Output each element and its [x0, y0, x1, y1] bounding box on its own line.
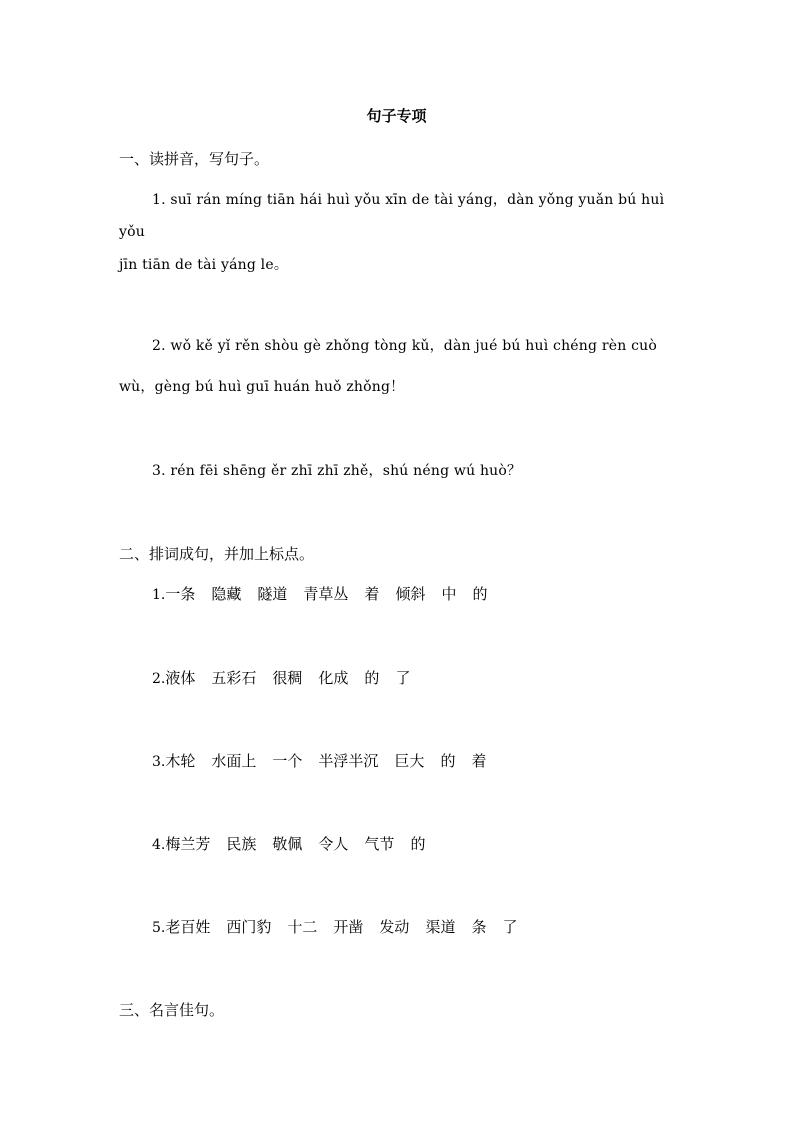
- pinyin-q2-line1: 2. wǒ kě yǐ rěn shòu gè zhǒng tòng kǔ，dàn jué bú huì chéng rèn cuò: [152, 338, 657, 354]
- word: 气节: [364, 835, 395, 853]
- word: 梅兰芳: [165, 835, 211, 853]
- item-number: 3.: [152, 754, 166, 770]
- pinyin-q1-line2: yǒu: [119, 224, 145, 240]
- word: 一条: [165, 585, 196, 603]
- word-order-item-5: [152, 917, 517, 938]
- item-number: 2.: [152, 671, 166, 687]
- word: 条: [471, 918, 487, 936]
- word: 半浮半沉: [318, 752, 379, 770]
- section-3-heading: 三、名言佳句。: [119, 1001, 225, 1019]
- word: 很稠: [272, 669, 303, 687]
- item-number: 4.: [152, 837, 166, 853]
- pinyin-q2-line2: wù，gèng bú huì guī huán huǒ zhǒng！: [119, 379, 405, 395]
- word: 木轮: [165, 752, 196, 770]
- word: 的: [472, 585, 488, 603]
- word: 了: [502, 918, 518, 936]
- item-number: 1.: [152, 587, 166, 603]
- word: 巨大: [394, 752, 425, 770]
- word-order-item-4: [152, 834, 425, 855]
- word: 开凿: [333, 918, 364, 936]
- word: 隧道: [257, 585, 288, 603]
- word: 着: [364, 585, 380, 603]
- word: 老百姓: [165, 918, 211, 936]
- word: 的: [440, 752, 456, 770]
- word: 发动: [379, 918, 410, 936]
- pinyin-q3-line1: 3. rén fēi shēng ěr zhī zhī zhě，shú néng wú huò？: [152, 463, 522, 479]
- word: 中: [441, 585, 457, 603]
- word: 液体: [165, 669, 196, 687]
- section-1-heading: 一、读拼音，写句子。: [119, 150, 270, 168]
- word: 十二: [287, 918, 318, 936]
- word: 一个: [272, 752, 303, 770]
- section-2-heading: 二、排词成句，并加上标点。: [119, 545, 315, 563]
- pinyin-q1-line3: jīn tiān de tài yáng le。: [119, 257, 289, 273]
- word: 隐藏: [211, 585, 242, 603]
- page-title: 句子专项: [366, 107, 427, 125]
- word: 西门豹: [226, 918, 272, 936]
- word-order-item-3: [152, 751, 486, 772]
- word: 倾斜: [395, 585, 426, 603]
- word: 五彩石: [211, 669, 257, 687]
- word: 化成: [318, 669, 349, 687]
- word: 渠道: [425, 918, 456, 936]
- word: 青草丛: [303, 585, 349, 603]
- word: 的: [410, 835, 426, 853]
- word-order-item-2: [152, 668, 410, 689]
- word: 民族: [226, 835, 257, 853]
- word: 水面上: [211, 752, 257, 770]
- word: 令人: [318, 835, 349, 853]
- word: 敬佩: [272, 835, 303, 853]
- pinyin-q1-line1: 1. suī rán míng tiān hái huì yǒu xīn de tài yáng，dàn yǒng yuǎn bú huì: [152, 192, 665, 208]
- word: 了: [395, 669, 411, 687]
- item-number: 5.: [152, 920, 166, 936]
- word-order-item-1: [152, 584, 487, 605]
- word: 着: [471, 752, 487, 770]
- word: 的: [364, 669, 380, 687]
